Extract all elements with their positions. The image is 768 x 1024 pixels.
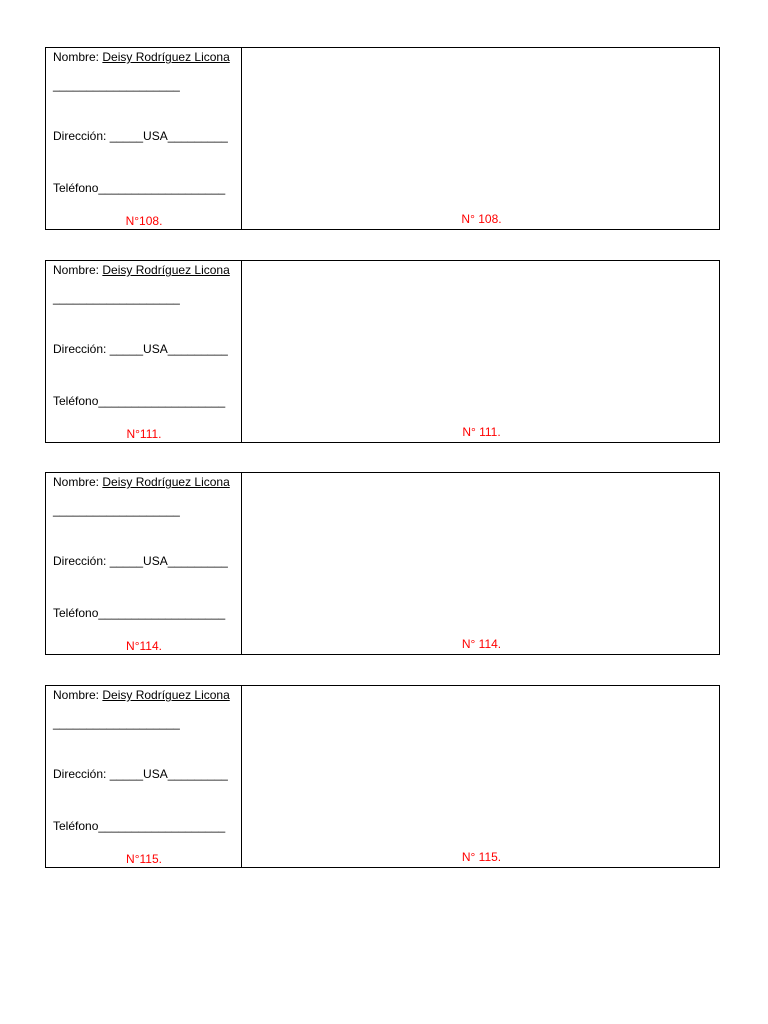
nombre-line: [53, 688, 230, 702]
ticket-stub: [46, 261, 242, 442]
telefono-label: Teléfono: [53, 606, 99, 620]
nombre-label: Nombre:: [53, 50, 103, 64]
blank-line: ___________________: [53, 716, 180, 730]
stub-number: N°115.: [126, 852, 162, 866]
nombre-line: [53, 475, 230, 489]
ticket-number: N° 111.: [462, 425, 501, 439]
ticket-number: N° 108.: [461, 212, 502, 226]
telefono-line: [53, 181, 225, 195]
stub-number: N°108.: [125, 214, 163, 228]
telefono-value: ___________________: [98, 819, 226, 833]
ticket-number: N° 114.: [461, 637, 502, 651]
telefono-line: [53, 819, 225, 833]
nombre-line: [53, 263, 230, 277]
direccion-line: [53, 767, 228, 781]
direccion-value: _____USA_________: [109, 554, 228, 568]
direccion-value: _____USA_________: [109, 129, 228, 143]
ticket-stub: [46, 473, 242, 654]
raffle-ticket: [45, 472, 720, 655]
nombre-value: Deisy Rodríguez Licona: [102, 475, 230, 489]
telefono-value: ___________________: [98, 606, 226, 620]
stub-number: N°114.: [126, 639, 162, 653]
telefono-value: ___________________: [98, 394, 226, 408]
ticket-number: N° 115.: [461, 850, 502, 864]
nombre-line: [53, 50, 230, 64]
blank-line: ___________________: [53, 503, 180, 517]
nombre-label: Nombre:: [53, 688, 103, 702]
telefono-label: Teléfono: [53, 819, 99, 833]
raffle-ticket: [45, 685, 720, 868]
ticket-stub: [46, 48, 242, 229]
direccion-label: Dirección:: [53, 129, 110, 143]
nombre-value: Deisy Rodríguez Licona: [102, 50, 230, 64]
direccion-value: _____USA_________: [109, 342, 228, 356]
nombre-value: Deisy Rodríguez Licona: [102, 263, 230, 277]
direccion-label: Dirección:: [53, 342, 110, 356]
nombre-value: Deisy Rodríguez Licona: [102, 688, 230, 702]
ticket-stub: [46, 686, 242, 867]
telefono-value: ___________________: [98, 181, 226, 195]
direccion-line: [53, 554, 228, 568]
direccion-value: _____USA_________: [109, 767, 228, 781]
telefono-label: Teléfono: [53, 394, 99, 408]
raffle-ticket: [45, 260, 720, 443]
direccion-line: [53, 342, 228, 356]
telefono-label: Teléfono: [53, 181, 99, 195]
telefono-line: [53, 606, 225, 620]
blank-line: ___________________: [53, 291, 180, 305]
direccion-label: Dirección:: [53, 767, 110, 781]
raffle-ticket: [45, 47, 720, 230]
telefono-line: [53, 394, 225, 408]
blank-line: ___________________: [53, 78, 180, 92]
nombre-label: Nombre:: [53, 263, 103, 277]
nombre-label: Nombre:: [53, 475, 103, 489]
direccion-label: Dirección:: [53, 554, 110, 568]
direccion-line: [53, 129, 228, 143]
stub-number: N°111.: [126, 427, 162, 441]
